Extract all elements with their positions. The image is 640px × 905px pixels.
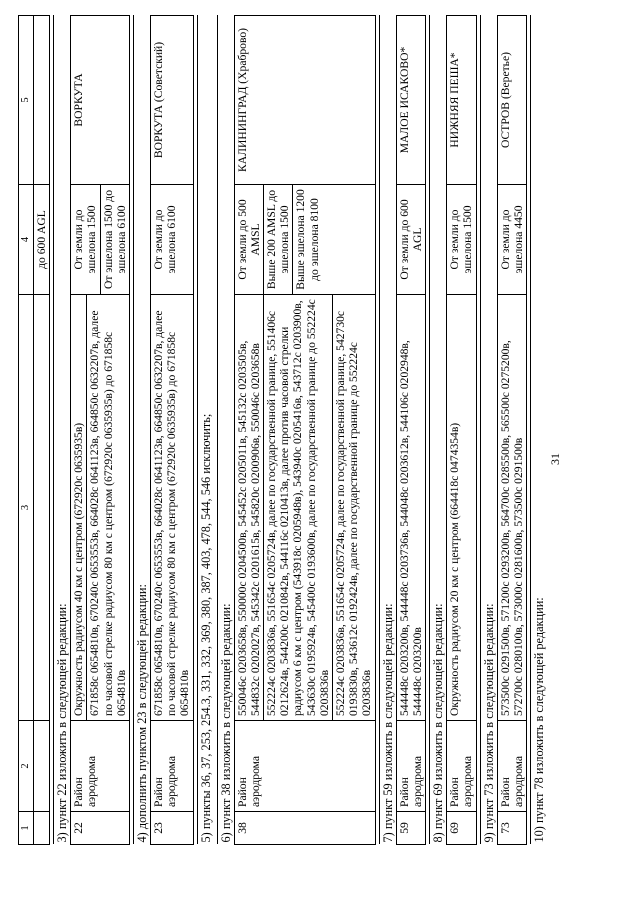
empty-cell [33, 812, 49, 845]
height-text: От земли до эшелона 6100 [152, 205, 179, 274]
header-cell: 1 [19, 812, 34, 845]
boundary-text: 550046с 0203658в, 550000с 0204500в, 545452с 0205011в, 545132с 0203505в, 544832с 0202027в, 545342с 0201615в, 545820с 0200906в, 550046с 0203658в [235, 340, 262, 716]
zone-name: Район аэродрома [497, 721, 526, 812]
header-cell: 2 [19, 721, 34, 812]
instruction-row [530, 16, 547, 845]
instruction-text: 7) пункт 59 изложить в следующей редакции: [379, 16, 396, 845]
height-cell: до 600 AGL [33, 185, 49, 295]
zone-name: Район аэродрома [396, 721, 425, 812]
boundary-text: Окружность радиусом 40 км с центром (672920с 0635935в) [72, 422, 86, 716]
instruction-text: 5) пункты 36, 37, 253, 254.3, 331, 332, 369, 380, 387, 403, 478, 544, 546 исключить; [197, 16, 214, 845]
place-name: МАЛОЕ ИСАКОВО* [396, 16, 425, 185]
boundary-text: 552224с 0203836в, 551654с 0205724в, далее по государственной границе, 542730с 0193830в, 543612с 0192424в, далее по государственной границе до 552224с 0203836в [332, 295, 374, 720]
item-number: 23 [151, 812, 194, 845]
instruction-row [430, 16, 447, 845]
zone-name: Район аэродрома [234, 721, 375, 812]
boundary-cell [151, 295, 194, 721]
amendment-table [18, 15, 547, 845]
header-cell: 5 [19, 16, 34, 185]
height-text: От земли до эшелона 4450 [498, 205, 525, 274]
boundary-cell [234, 295, 375, 721]
instruction-text: 10) пункт 78 изложить в следующей редакции: [530, 16, 547, 845]
place-cell [33, 16, 49, 185]
instruction-row [379, 16, 396, 845]
height-cell [396, 185, 425, 295]
height-text: От земли до 600 AGL [397, 199, 424, 280]
instruction-text: 9) пункт 73 изложить в следующей редакции: [480, 16, 497, 845]
height-cell [447, 185, 476, 295]
zone-name: Район аэродрома [447, 721, 476, 812]
page-number: 31 [548, 453, 562, 465]
header-cell: 4 [19, 185, 34, 295]
place-name: ВОРКУТА (Советский) [151, 16, 194, 185]
header-cell: 3 [19, 295, 34, 721]
item-number: 73 [497, 812, 526, 845]
item-number: 38 [234, 812, 375, 845]
place-name: ОСТРОВ (Веретье) [497, 16, 526, 185]
empty-cell [33, 295, 49, 721]
item-number: 69 [447, 812, 476, 845]
height-text: Выше 200 AMSL до эшелона 1500 [263, 185, 291, 294]
place-name: ВОРКУТА [71, 16, 130, 185]
boundary-text: Окружность радиусом 20 км с центром (664418с 0474354в) [448, 422, 462, 716]
height-cell [234, 185, 375, 295]
table-row [447, 16, 476, 845]
boundary-text: 552224с 0203836в, 551654с 0205724в, далее по государственной границе, 551406с 0212624в, 544200с 0210842в, 544116с 0210413в, далее против часовой стрелки радиусом 6 км с центром (543918с 0205948в), 543940с 0205416в, 543712с 0203900в, 543630с 0195924в, 545400с 0193600в, далее по государственной границе до 552224с 0203836в [263, 295, 331, 720]
header-row [19, 16, 34, 845]
height-text: От земли до эшелона 1500 [72, 205, 99, 274]
height-text: От земли до эшелона 1500 [448, 205, 475, 274]
boundary-text: 671858с 0654810в, 670240с 0653553в, 664028с 0641123в, 664850с 0632207в, далее по часовой стрелке радиусом 80 км с центром (672920с 0635935в) до 671858с 0654810в [86, 295, 128, 720]
place-name: КАЛИНИНГРАД (Храброво) [234, 16, 375, 185]
boundary-text: 573500с 0291500в, 571200с 0293200в, 564700с 0285500в, 565500с 0275200в, 572700с 0280100в, 573000с 0281600в, 573500с 0291500в [498, 340, 525, 716]
instruction-row [197, 16, 214, 845]
place-name: НИЖНЯЯ ПЕША* [447, 16, 476, 185]
height-text: От земли до 500 AMSL [235, 199, 262, 280]
item-number: 59 [396, 812, 425, 845]
boundary-text: 671858с 0654810в, 670240с 0653553в, 664028с 0641123в, 664850с 0632207в, далее по часовой стрелке радиусом 80 км с центром (672920с 0635935в) до 671858с 0654810в [152, 310, 192, 716]
height-cell [497, 185, 526, 295]
height-cell [71, 185, 130, 295]
table-row [151, 16, 194, 845]
boundary-cell [447, 295, 476, 721]
height-text: От эшелона 1500 до эшелона 6100 [100, 185, 128, 294]
table-row [497, 16, 526, 845]
instruction-row [134, 16, 151, 845]
table-row [234, 16, 375, 845]
instruction-text: 8) пункт 69 изложить в следующей редакции: [430, 16, 447, 845]
instruction-text: 4) дополнить пунктом 23 в следующей редакции: [134, 16, 151, 845]
empty-cell [33, 721, 49, 812]
instruction-row [54, 16, 71, 845]
table-row [71, 16, 130, 845]
boundary-cell [71, 295, 130, 721]
zone-name: Район аэродрома [71, 721, 130, 812]
instruction-row [217, 16, 234, 845]
boundary-text: 544448с 0203200в, 544448с 0203736в, 544048с 0203612в, 544106с 0202948в, 544448с 0203200в [397, 340, 424, 716]
height-text: Выше эшелона 1200 до эшелона 8100 [292, 185, 320, 294]
instruction-text: 6) пункт 38 изложить в следующей редакции: [217, 16, 234, 845]
boundary-cell [396, 295, 425, 721]
instruction-row [480, 16, 497, 845]
item-number: 22 [71, 812, 130, 845]
continued-row [33, 16, 49, 845]
height-cell [151, 185, 194, 295]
boundary-cell [497, 295, 526, 721]
zone-name: Район аэродрома [151, 721, 194, 812]
instruction-text: 3) пункт 22 изложить в следующей редакции: [54, 16, 71, 845]
table-row [396, 16, 425, 845]
